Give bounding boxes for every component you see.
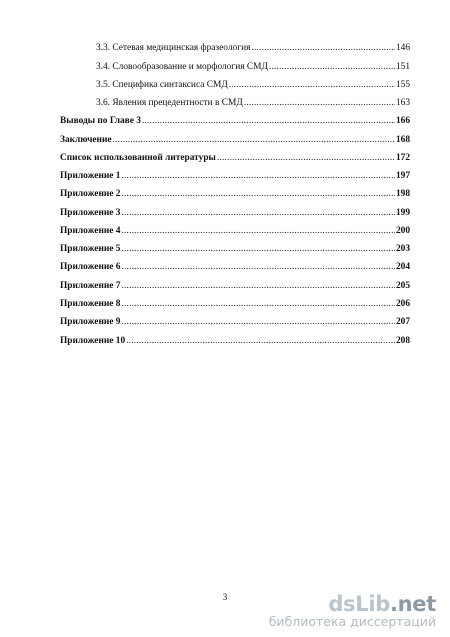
toc-dot-leader bbox=[251, 43, 395, 54]
toc-entry[interactable] bbox=[60, 171, 410, 182]
toc-dot-leader bbox=[269, 62, 395, 73]
toc-entry[interactable] bbox=[96, 62, 410, 73]
toc-entry-label: Приложение 5 bbox=[60, 244, 121, 254]
toc-entry[interactable] bbox=[96, 80, 410, 91]
toc-entry[interactable] bbox=[60, 317, 410, 328]
toc-entry-label: Заключение bbox=[60, 135, 112, 145]
toc-dot-leader bbox=[126, 336, 395, 347]
toc-dot-leader bbox=[142, 116, 395, 127]
toc-entry-label: Список использованной литературы bbox=[60, 153, 216, 163]
toc-entry[interactable] bbox=[60, 135, 410, 146]
toc-entry-label: Приложение 7 bbox=[60, 281, 121, 291]
toc-dot-leader bbox=[121, 299, 394, 310]
toc-entry-label: 3.3. Сетевая медицинская фразеология bbox=[96, 43, 251, 53]
toc-dot-leader bbox=[121, 244, 394, 255]
toc-entry-label: 3.6. Явления прецедентности в СМД bbox=[96, 98, 243, 108]
watermark-logo-text bbox=[269, 593, 436, 615]
toc-entry-label: Приложение 8 bbox=[60, 299, 121, 309]
toc-entry-page: 200 bbox=[395, 226, 410, 236]
toc-entry-label: Приложение 1 bbox=[60, 171, 121, 181]
toc-entry[interactable] bbox=[96, 43, 410, 54]
toc-entry-label: Приложение 9 bbox=[60, 317, 121, 327]
toc-entry[interactable] bbox=[96, 98, 410, 109]
toc-dot-leader bbox=[244, 98, 395, 109]
page-number: 3 bbox=[222, 592, 228, 602]
toc-entry-page: 163 bbox=[395, 98, 410, 108]
toc-dot-leader bbox=[113, 135, 395, 146]
toc-entry[interactable] bbox=[60, 244, 410, 255]
toc-dot-leader bbox=[121, 171, 394, 182]
toc-entry-page: 172 bbox=[395, 153, 410, 163]
toc-entry-label: Приложение 3 bbox=[60, 208, 121, 218]
watermark-logo bbox=[269, 593, 436, 629]
toc-entry-page: 155 bbox=[395, 80, 410, 90]
toc-entry-label: Выводы по Главе 3 bbox=[60, 116, 141, 126]
toc-entry[interactable] bbox=[60, 208, 410, 219]
toc-dot-leader bbox=[229, 80, 395, 91]
toc-entry-label: Приложение 10 bbox=[60, 336, 126, 346]
toc-entry[interactable] bbox=[60, 189, 410, 200]
toc-entry-page: 146 bbox=[395, 43, 410, 53]
toc-entry-page: 204 bbox=[395, 262, 410, 272]
toc-entry-page: 203 bbox=[395, 244, 410, 254]
toc-entry[interactable] bbox=[60, 281, 410, 292]
toc-dot-leader bbox=[121, 208, 394, 219]
toc-dot-leader bbox=[121, 189, 394, 200]
watermark-logo-main: dsLib bbox=[328, 592, 390, 616]
toc-entry[interactable] bbox=[60, 299, 410, 310]
toc-entry-label: Приложение 6 bbox=[60, 262, 121, 272]
toc-dot-leader bbox=[121, 281, 394, 292]
toc-entry-label: 3.4. Словообразование и морфология СМД bbox=[96, 62, 268, 72]
toc-entry-page: 199 bbox=[395, 208, 410, 218]
toc-entry[interactable] bbox=[60, 116, 410, 127]
watermark-logo-tld: .net bbox=[389, 592, 436, 616]
toc-entry-page: 168 bbox=[395, 135, 410, 145]
toc-entry-label: Приложение 4 bbox=[60, 226, 121, 236]
toc-entry-page: 151 bbox=[395, 62, 410, 72]
toc-entry-page: 205 bbox=[395, 281, 410, 291]
toc-entry-label: Приложение 2 bbox=[60, 189, 121, 199]
toc-entry[interactable] bbox=[60, 153, 410, 164]
toc-dot-leader bbox=[217, 153, 395, 164]
toc-entry-page: 207 bbox=[395, 317, 410, 327]
toc-entry-page: 197 bbox=[395, 171, 410, 181]
toc-dot-leader bbox=[121, 226, 394, 237]
toc-entry[interactable] bbox=[60, 226, 410, 237]
toc-entry-page: 206 bbox=[395, 299, 410, 309]
toc-entry-page: 198 bbox=[395, 189, 410, 199]
toc-dot-leader bbox=[121, 317, 394, 328]
toc-entry[interactable] bbox=[60, 336, 410, 347]
toc-entry-page: 166 bbox=[395, 116, 410, 126]
toc-entry-page: 208 bbox=[395, 336, 410, 346]
toc-entry[interactable] bbox=[60, 262, 410, 273]
watermark-subtitle: библиотека диссертаций bbox=[268, 614, 436, 629]
toc-dot-leader bbox=[121, 262, 394, 273]
toc-entry-label: 3.5. Специфика синтаксиса СМД bbox=[96, 80, 228, 90]
